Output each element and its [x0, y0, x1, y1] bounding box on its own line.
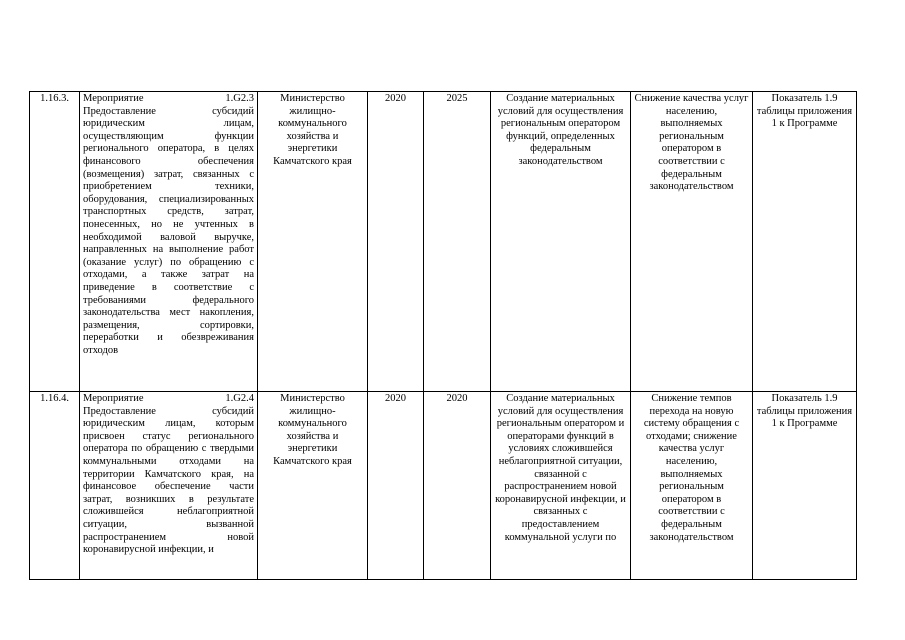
measure-name-cell	[80, 92, 258, 392]
consequence-text: Снижение темпов перехода на новую систему обращения с отходами; снижение качества услуг населению, выполняемых региональным оператором в соответствии с федеральным законодательством	[643, 393, 740, 543]
table-row	[30, 392, 857, 580]
expected-result-cell	[491, 392, 631, 580]
year-end-cell: 2025	[424, 92, 491, 392]
consequence-cell	[631, 392, 753, 580]
year-end-cell	[424, 392, 491, 580]
year-start-cell: 2020	[368, 92, 424, 392]
expected-result-text: Создание материальных условий для осуществления региональным оператором и операторами функций в условиях сложившейся неблагоприятной ситуации, связанной с распространением новой коронавирусной инфекции, и связанных с предоставлением коммунальной услуги по	[495, 393, 626, 543]
measures-table	[29, 91, 857, 580]
measure-title: Мероприятие	[83, 93, 144, 104]
year-start-text: 2020	[385, 393, 406, 404]
measure-name-cell	[80, 392, 258, 580]
executor-text: Министерство жилищно-коммунального хозяйства и энергетики Камчатского края	[273, 393, 352, 467]
indicator-text: Показатель 1.9 таблицы приложения 1 к Программе	[756, 393, 853, 430]
executor-cell	[258, 392, 368, 580]
measure-code: 1.G2.3	[225, 93, 254, 104]
measure-description: Предоставление субсидий юридическим лицам, которым присвоен статус регионального оператора по обращению с твердыми коммунальными отходами на территории Камчатского края, на финансовое обеспечение части затрат, возникших в результате сложившейся неблагоприятной ситуации, вызванной распространением новой коронавирусной инфекции, и	[83, 405, 254, 556]
measure-code: 1.G2.4	[225, 393, 254, 404]
year-start-cell	[368, 392, 424, 580]
table-row	[30, 92, 857, 392]
row-number: 1.16.3.	[30, 92, 80, 392]
row-number: 1.16.4.	[30, 392, 80, 580]
indicator-cell	[753, 392, 857, 580]
indicator-cell: Показатель 1.9 таблицы приложения 1 к Программе	[753, 92, 857, 392]
executor-cell: Министерство жилищно-коммунального хозяйства и энергетики Камчатского края	[258, 92, 368, 392]
measure-description: Предоставление субсидий юридическим лицам, осуществляющим функции регионального оператора, в целях финансового обеспечения (возмещения) затрат, связанных с приобретением техники, оборудования, специализированных транспортных средств, затрат, понесенных, но не учтенных в необходимой валовой выручке, направленных на выполнение работ (оказание услуг) по обращению с отходами, а также затрат на приведение в соответствие с требованиями федерального законодательства мест накопления, размещения, сортировки, переработки и обезвреживания отходов	[83, 105, 254, 356]
consequence-cell: Снижение качества услуг населению, выполняемых региональным оператором в соответствии с федеральным законодательством	[631, 92, 753, 392]
measure-title: Мероприятие	[83, 393, 144, 404]
year-end-text: 2020	[446, 393, 468, 404]
expected-result-cell: Создание материальных условий для осуществления региональным оператором функций, определенных федеральным законодательством	[491, 92, 631, 392]
